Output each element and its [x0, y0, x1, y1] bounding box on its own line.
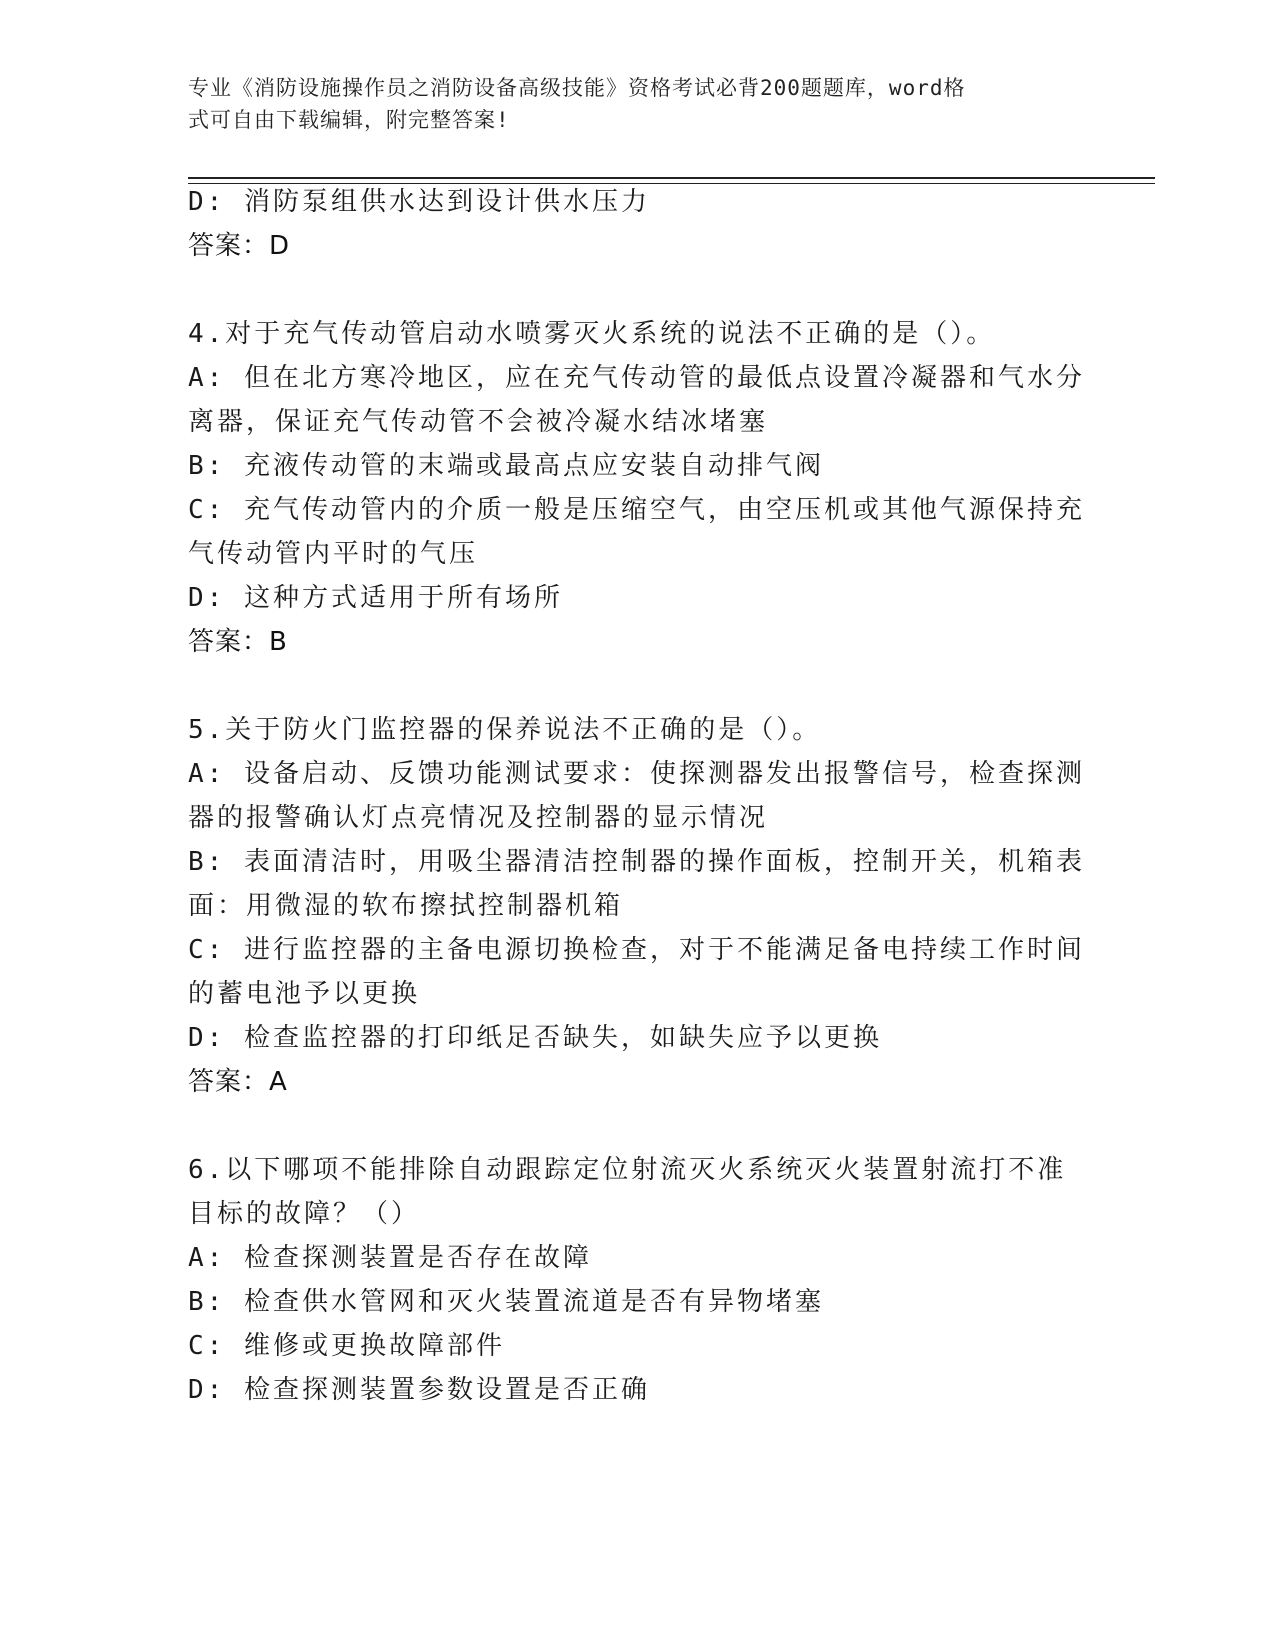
q5-option-a-line-1: A: 设备启动、反馈功能测试要求：使探测器发出报警信号，检查探测	[188, 759, 1085, 789]
q4-option-b: B: 充液传动管的末端或最高点应安装自动排气阀	[188, 451, 824, 481]
q4-option-d: D: 这种方式适用于所有场所	[188, 583, 563, 613]
q5-answer: 答案：A	[188, 1067, 288, 1097]
q4-option-c-line-1: C: 充气传动管内的介质一般是压缩空气，由空压机或其他气源保持充	[188, 495, 1085, 525]
q6-stem-line-2: 目标的故障？（）	[188, 1199, 421, 1229]
q3-option-d: D: 消防泵组供水达到设计供水压力	[188, 187, 650, 217]
q5-stem: 5.关于防火门监控器的保养说法不正确的是（）。	[188, 715, 822, 745]
q6-option-d: D: 检查探测装置参数设置是否正确	[188, 1375, 650, 1405]
q5-option-b-line-2: 面：用微湿的软布擦拭控制器机箱	[188, 891, 624, 921]
document-header	[188, 72, 1068, 136]
q4-stem: 4.对于充气传动管启动水喷雾灭火系统的说法不正确的是（）。	[188, 319, 996, 349]
q4-option-c-line-2: 气传动管内平时的气压	[188, 539, 479, 569]
q5-option-c-line-1: C: 进行监控器的主备电源切换检查，对于不能满足备电持续工作时间	[188, 935, 1085, 965]
q4-answer: 答案：B	[188, 627, 288, 657]
q6-stem-line-1: 6.以下哪项不能排除自动跟踪定位射流灭火系统灭火装置射流打不准	[188, 1155, 1067, 1185]
q3-answer: 答案：D	[188, 231, 291, 261]
q4-option-a-line-2: 离器，保证充气传动管不会被冷凝水结冰堵塞	[188, 407, 769, 437]
q5-option-b-line-1: B: 表面清洁时，用吸尘器清洁控制器的操作面板，控制开关，机箱表	[188, 847, 1085, 877]
q4-option-a-line-1: A: 但在北方寒冷地区，应在充气传动管的最低点设置冷凝器和气水分	[188, 363, 1085, 393]
q5-option-c-line-2: 的蓄电池予以更换	[188, 979, 421, 1009]
q6-option-c: C: 维修或更换故障部件	[188, 1331, 505, 1361]
q5-option-d: D: 检查监控器的打印纸足否缺失，如缺失应予以更换	[188, 1023, 882, 1053]
q6-option-b: B: 检查供水管网和灭火装置流道是否有异物堵塞	[188, 1287, 824, 1317]
q6-option-a: A: 检查探测装置是否存在故障	[188, 1243, 592, 1273]
header-rule-thin	[188, 183, 1155, 184]
q5-option-a-line-2: 器的报警确认灯点亮情况及控制器的显示情况	[188, 803, 769, 833]
header-line-1: 专业《消防设施操作员之消防设备高级技能》资格考试必背200题题库，word格	[188, 76, 966, 100]
header-rule-thick	[188, 177, 1155, 179]
header-line-2: 式可自由下载编辑，附完整答案!	[188, 108, 510, 132]
